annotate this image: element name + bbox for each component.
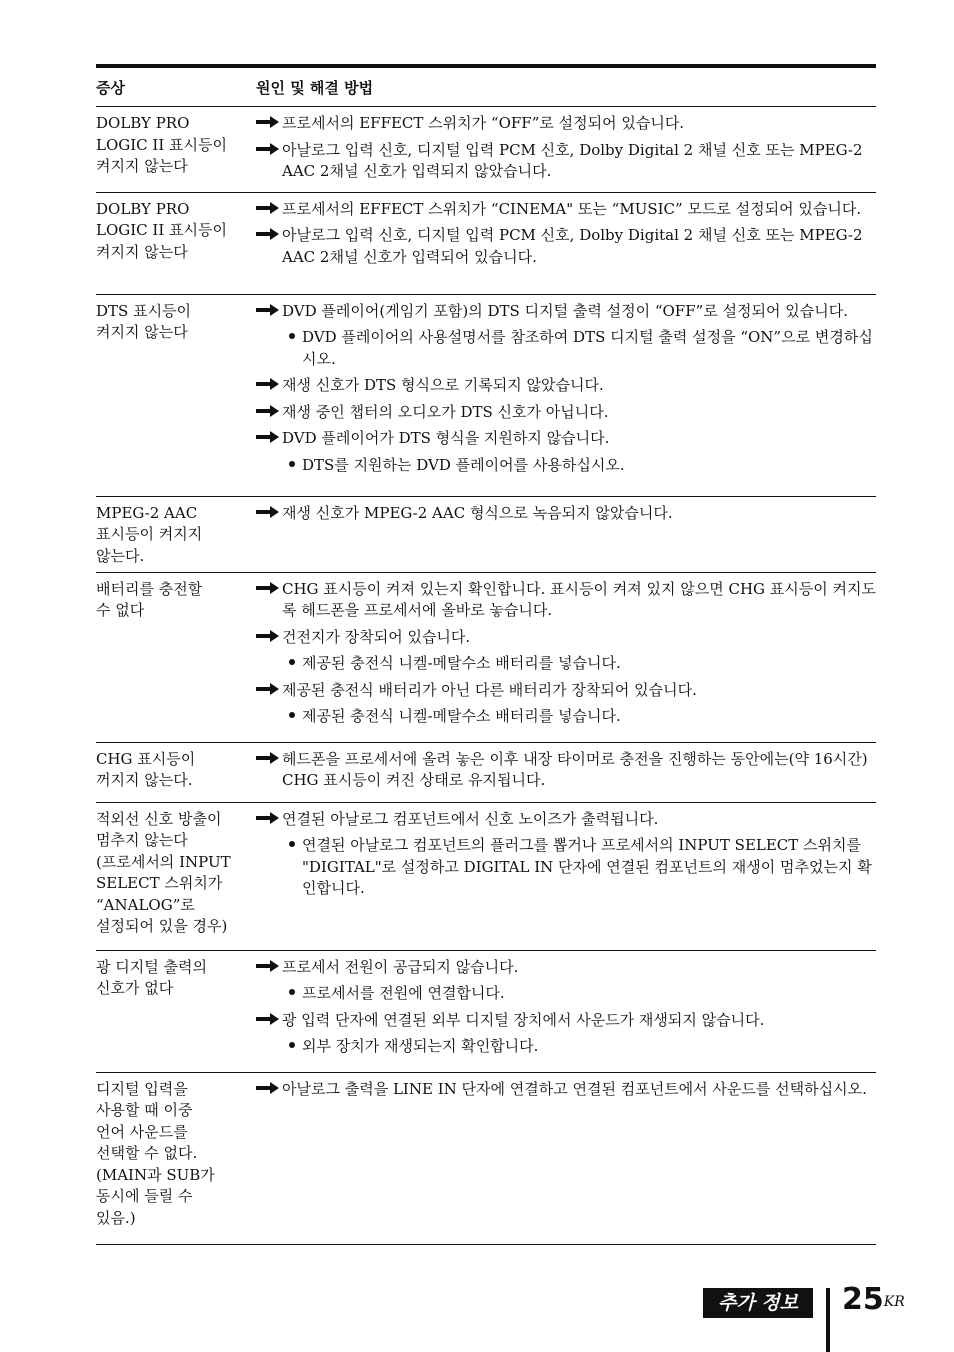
bullet-icon (282, 1036, 302, 1058)
entry-text: 아날로그 입력 신호, 디지털 입력 PCM 신호, Dolby Digital 2 채널 신호 또는 MPEG-2 AAC 2채널 신호가 입력되어 있습니다. (282, 226, 863, 266)
troubleshooting-table (96, 64, 876, 1245)
solution-cell (256, 503, 876, 568)
symptom-cell: DOLBY PRO LOGIC II 표시등이 켜지지 않는다 (96, 199, 227, 261)
entry-text: 제공된 충전식 배터리가 아닌 다른 배터리가 장착되어 있습니다. (282, 680, 697, 699)
table-row (96, 193, 876, 295)
remedy-item (256, 455, 876, 477)
solution-cell (256, 957, 876, 1068)
bullet-icon (282, 653, 302, 675)
entry-text: 아날로그 입력 신호, 디지털 입력 PCM 신호, Dolby Digital 2 채널 신호 또는 MPEG-2 AAC 2채널 신호가 입력되지 않았습니다. (282, 140, 863, 180)
entry-text: 외부 장치가 재생되는지 확인합니다. (302, 1037, 539, 1055)
arrow-right-icon (256, 428, 282, 450)
solution-cell (256, 113, 876, 188)
table-row (96, 107, 876, 193)
entry-text: 재생 신호가 MPEG-2 AAC 형식으로 녹음되지 않았습니다. (282, 503, 673, 522)
remedy-item (256, 327, 876, 370)
entry-text: 프로세서의 EFFECT 스위치가 “OFF”로 설정되어 있습니다. (282, 114, 685, 132)
arrow-right-icon (256, 749, 282, 792)
symptom-cell: DTS 표시등이 켜지지 않는다 (96, 301, 192, 341)
table-row (96, 573, 876, 743)
cause-item (256, 680, 876, 702)
symptom-cell: 광 디지털 출력의 신호가 없다 (96, 957, 207, 997)
bullet-icon (282, 455, 302, 477)
entry-text: 제공된 충전식 니켈-메탈수소 배터리를 넣습니다. (302, 707, 621, 725)
cause-item (256, 579, 876, 622)
table-body (96, 107, 876, 1245)
table-row (96, 497, 876, 573)
entry-text: DVD 플레이어가 DTS 형식을 지원하지 않습니다. (282, 429, 610, 447)
cause-item (256, 402, 876, 424)
solution-cell (256, 749, 876, 798)
entry-text: DTS를 지원하는 DVD 플레이어를 사용하십시오. (302, 455, 625, 474)
solution-cell (256, 579, 876, 738)
symptom-cell: 배터리를 충전할 수 없다 (96, 579, 203, 619)
remedy-item (256, 1036, 876, 1058)
bullet-icon (282, 835, 302, 900)
arrow-right-icon (256, 627, 282, 649)
cause-item (256, 627, 876, 649)
entry-text: 건전지가 장착되어 있습니다. (282, 627, 471, 646)
symptom-cell: 디지털 입력을 사용할 때 이중 언어 사운드를 선택할 수 없다. (MAIN과 SUB가 동시에 들릴 수 있음.) (96, 1079, 215, 1227)
remedy-item (256, 653, 876, 675)
cause-item (256, 1010, 876, 1032)
table-row (96, 951, 876, 1073)
entry-text: 프로세서를 전원에 연결합니다. (302, 984, 505, 1002)
entry-text: 제공된 충전식 니켈-메탈수소 배터리를 넣습니다. (302, 654, 621, 672)
page-number-value: 25 (842, 1282, 884, 1317)
cause-item (256, 957, 876, 979)
remedy-item (256, 983, 876, 1005)
page-number (842, 1283, 905, 1317)
arrow-right-icon (256, 957, 282, 979)
arrow-right-icon (256, 140, 282, 183)
entry-text: CHG 표시등이 켜져 있는지 확인합니다. 표시등이 켜져 있지 않으면 CHG 표시등이 켜지도록 헤드폰을 프로세서에 올바로 놓습니다. (282, 579, 876, 619)
entry-text: 프로세서 전원이 공급되지 않습니다. (282, 957, 519, 976)
entry-text: 헤드폰을 프로세서에 올려 놓은 이후 내장 타이머로 충전을 진행하는 동안에는(약 16시간) CHG 표시등이 켜진 상태로 유지됩니다. (282, 749, 868, 789)
entry-text: 재생 중인 챕터의 오디오가 DTS 신호가 아닙니다. (282, 402, 609, 421)
cause-item (256, 113, 876, 135)
entry-text: 연결된 아날로그 컴포넌트에서 신호 노이즈가 출력됩니다. (282, 809, 659, 828)
solution-cell (256, 301, 876, 492)
solution-cell (256, 809, 876, 946)
cause-item (256, 225, 876, 268)
cause-item (256, 428, 876, 450)
table-row (96, 803, 876, 951)
arrow-right-icon (256, 809, 282, 831)
bullet-icon (282, 706, 302, 728)
table-row (96, 743, 876, 803)
arrow-right-icon (256, 1079, 282, 1101)
entry-text: DVD 플레이어의 사용설명서를 참조하여 DTS 디지털 출력 설정을 “ON”으로 변경하십시오. (302, 328, 873, 368)
symptom-cell: 적외선 신호 방출이 멈추지 않는다 (프로세서의 INPUT SELECT 스위치가 “ANALOG”로 설정되어 있을 경우) (96, 809, 231, 935)
footer-divider (826, 1288, 830, 1352)
arrow-right-icon (256, 225, 282, 268)
arrow-right-icon (256, 402, 282, 424)
arrow-right-icon (256, 1010, 282, 1032)
entry-text: 광 입력 단자에 연결된 외부 디지털 장치에서 사운드가 재생되지 않습니다. (282, 1010, 765, 1029)
symptom-cell: DOLBY PRO LOGIC II 표시등이 켜지지 않는다 (96, 114, 227, 175)
arrow-right-icon (256, 579, 282, 622)
header-symptom: 증상 (96, 78, 125, 97)
cause-item (256, 301, 876, 323)
entry-text: DVD 플레이어(게임기 포함)의 DTS 디지털 출력 설정이 “OFF”로 설정되어 있습니다. (282, 301, 848, 320)
arrow-right-icon (256, 680, 282, 702)
cause-item (256, 375, 876, 397)
cause-item (256, 199, 876, 221)
entry-text: 연결된 아날로그 컴포넌트의 플러그를 뽑거나 프로세서의 INPUT SELECT 스위치를 "DIGITAL"로 설정하고 DIGITAL IN 단자에 연결된 컴포넌트의 재생이 멈추었는지 확인합니다. (302, 836, 872, 897)
cause-item (256, 809, 876, 831)
section-label: 추가 정보 (703, 1288, 813, 1318)
cause-item (256, 1079, 876, 1101)
symptom-cell: MPEG-2 AAC 표시등이 켜지지 않는다. (96, 503, 203, 565)
bullet-icon (282, 983, 302, 1005)
arrow-right-icon (256, 301, 282, 323)
arrow-right-icon (256, 375, 282, 397)
solution-cell (256, 199, 876, 290)
table-header (96, 68, 876, 107)
arrow-right-icon (256, 113, 282, 135)
cause-item (256, 503, 876, 525)
solution-cell (256, 1079, 876, 1240)
table-row (96, 1073, 876, 1245)
remedy-item (256, 706, 876, 728)
bullet-icon (282, 327, 302, 370)
entry-text: 재생 신호가 DTS 형식으로 기록되지 않았습니다. (282, 376, 604, 394)
cause-item (256, 749, 876, 792)
table-row (96, 295, 876, 497)
arrow-right-icon (256, 199, 282, 221)
entry-text: 아날로그 출력을 LINE IN 단자에 연결하고 연결된 컴포넌트에서 사운드를 선택하십시오. (282, 1079, 867, 1098)
cause-item (256, 140, 876, 183)
header-solution: 원인 및 해결 방법 (256, 78, 374, 97)
symptom-cell: CHG 표시등이 꺼지지 않는다. (96, 749, 196, 789)
remedy-item (256, 835, 876, 900)
page-suffix: KR (883, 1294, 905, 1310)
arrow-right-icon (256, 503, 282, 525)
entry-text: 프로세서의 EFFECT 스위치가 “CINEMA" 또는 “MUSIC” 모드로 설정되어 있습니다. (282, 199, 862, 218)
